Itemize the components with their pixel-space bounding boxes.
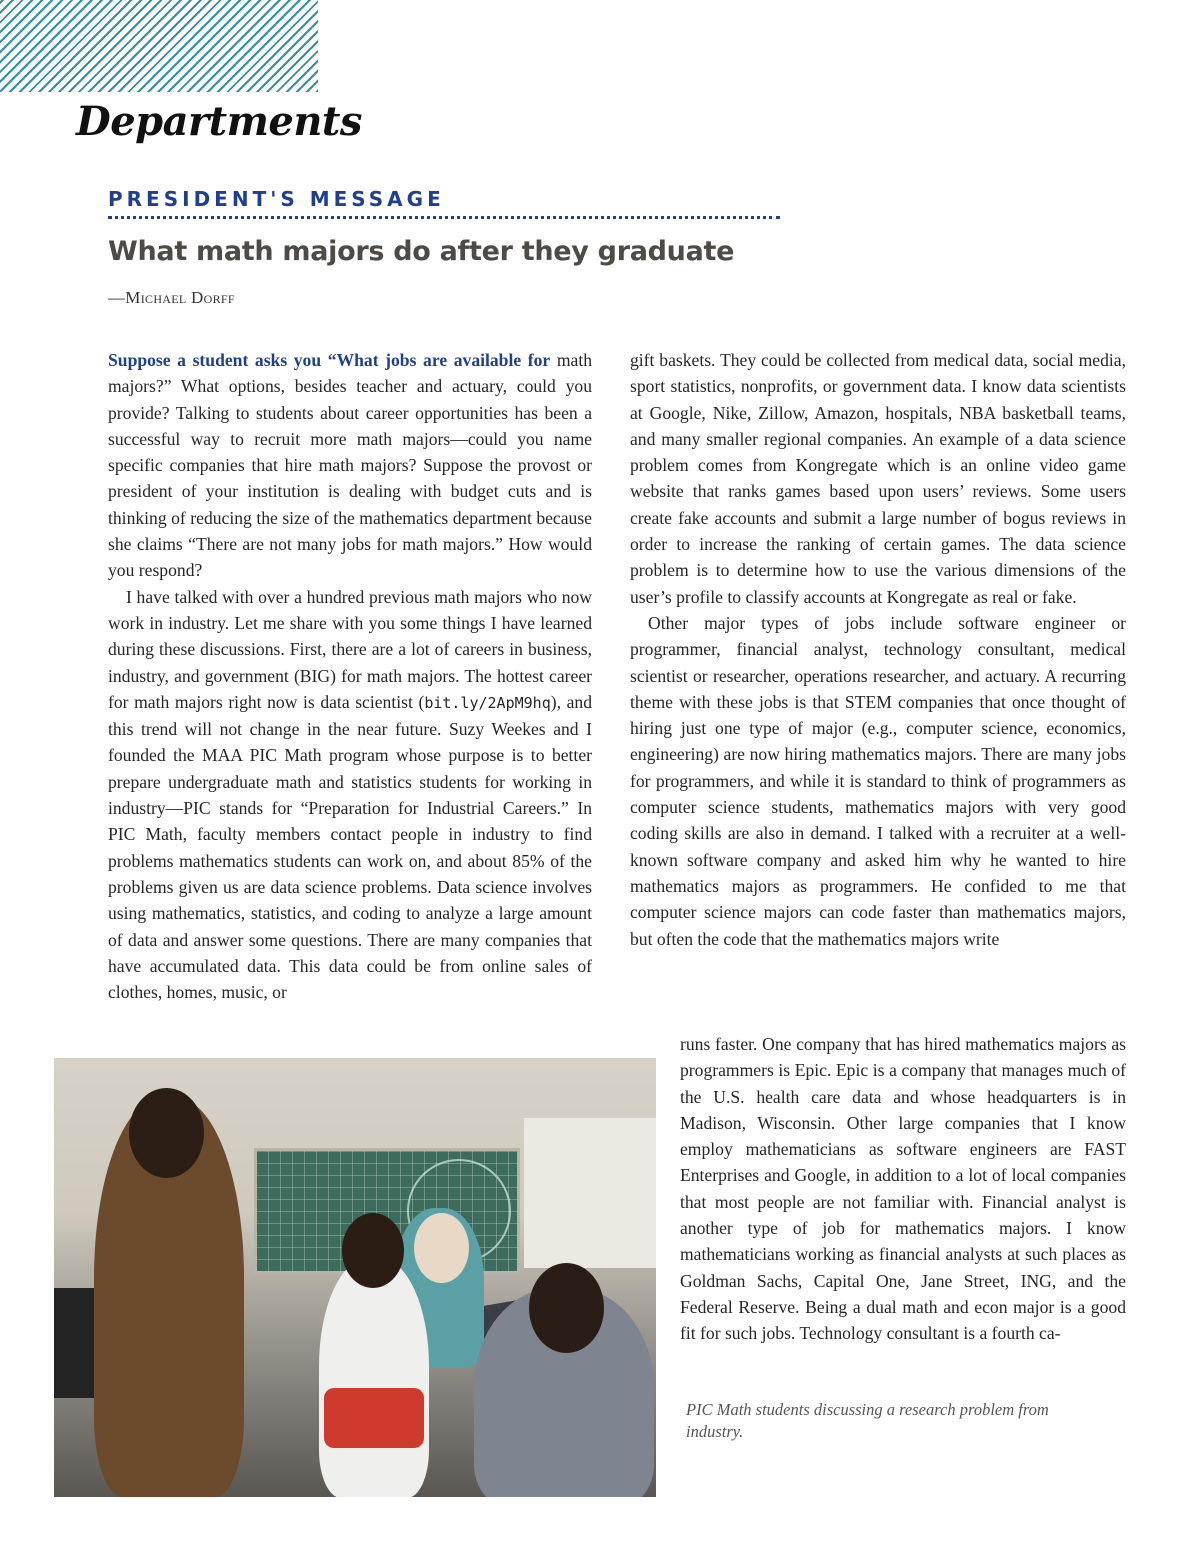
person-seated-center-head — [342, 1213, 404, 1288]
byline: —Michael Dorff — [108, 288, 235, 307]
person-seated-center — [319, 1258, 429, 1497]
lead-in: Suppose a student asks you “What jobs are available for — [108, 350, 551, 370]
person-seated-back-head — [414, 1213, 469, 1283]
left-column — [108, 347, 592, 1005]
paragraph-text: I have talked with over a hundred previous math majors who now work in industry. Let me share with you some things I have learned during these discussions. First, there are a lot of careers in business, industry, and government (BIG) for math majors. The hottest career for math majors right now is data scientist ( — [108, 586, 592, 712]
kicker-label: PRESIDENT'S MESSAGE — [108, 187, 445, 211]
decorative-stripes — [0, 0, 318, 92]
wrapped-column — [680, 1031, 1126, 1347]
paragraph-data-science: gift baskets. They could be collected from medical data, social media, sport statistics, nonprofits, or government data. I know data scientists at Google, Nike, Zillow, Amazon, hospitals, NBA basketball teams, and many smaller regional companies. An example of a data science problem comes from Kongregate which is an online video game website that ranks games based upon users’ reviews. Some users create fake accounts and submit a large number of bogus reviews in order to increase the ranking of certain games. The data science problem is to determine how to use the various dimensions of the user’s profile to classify accounts at Kongregate as real or fake. — [630, 350, 1126, 607]
whiteboard — [524, 1118, 656, 1268]
paragraph-job-types: Other major types of jobs include software engineer or programmer, financial analyst, technology consultant, medical scientist or researcher, operations researcher, and actuary. A recurring theme with these jobs is that STEM companies that once thought of hiring just one type of major (e.g., computer science, economics, engineering) are now hiring mathematics majors. There are many jobs for programmers, and while it is standard to think of programmers as computer science students, mathematics majors with very good coding skills are also in demand. I talked with a recruiter at a well-known software company and asked him why he wanted to hire mathematics majors as programmers. He confided to me that computer science majors can code faster than mathematics majors, but often the code that the mathematics majors write — [630, 612, 1126, 949]
classroom-photo — [54, 1058, 656, 1497]
person-seated-right-head — [529, 1263, 604, 1353]
paragraph-intro — [108, 347, 592, 584]
photo-caption: PIC Math students discussing a research problem from industry. — [686, 1400, 1049, 1441]
paragraph-careers — [108, 584, 592, 1006]
paragraph-text: math majors?” What options, besides teacher and actuary, could you provide? Talking to students about career opportunities has been a successful way to recruit more math majors—could you name specific companies that hire math majors? Suppose the provost or president of your institution is dealing with budget cuts and is thinking of reducing the size of the mathematics department because she claims “There are not many jobs for math majors.” How would you respond? — [108, 350, 593, 581]
person-standing-head — [129, 1088, 204, 1178]
red-pants — [324, 1388, 424, 1448]
paragraph-text: ), and this trend will not change in the near future. Suzy Weekes and I founded the MAA PIC Math program whose purpose is to better prepare undergraduate math and statistics students for working in industry—PIC stands for “Preparation for Industrial Careers.” In PIC Math, faculty members contact people in industry to find problems mathematics students can work on, and about 85% of the problems given us are data science problems. Data science involves using mathematics, statistics, and coding to analyze a large amount of data and answer some questions. There are many companies that have accumulated data. This data could be from online sales of clothes, homes, music, or — [108, 691, 592, 1003]
kicker — [108, 186, 780, 219]
paragraph-programmers: runs faster. One company that has hired mathematics majors as programmers is Epic. Epic is a company that manages much of the U.S. health care data and whose headquarters is in Madison, Wisconsin. Other large companies that I know employ mathematicians as software engineers are FAST Enterprises and Google, in addition to a lot of local companies that most people are not familiar with. Financial analyst is another type of job for mathematics majors. I know mathematicians working as financial analysts at such places as Goldman Sachs, Capital One, Jane Street, ING, and the Federal Reserve. Being a dual math and econ major is a good fit for such jobs. Technology consultant is a fourth ca- — [680, 1034, 1126, 1344]
short-link[interactable]: bit.ly/2ApM9hq — [424, 693, 551, 712]
article-headline: What math majors do after they graduate — [108, 236, 735, 267]
right-column — [630, 347, 1126, 952]
section-title: Departments — [76, 98, 362, 145]
